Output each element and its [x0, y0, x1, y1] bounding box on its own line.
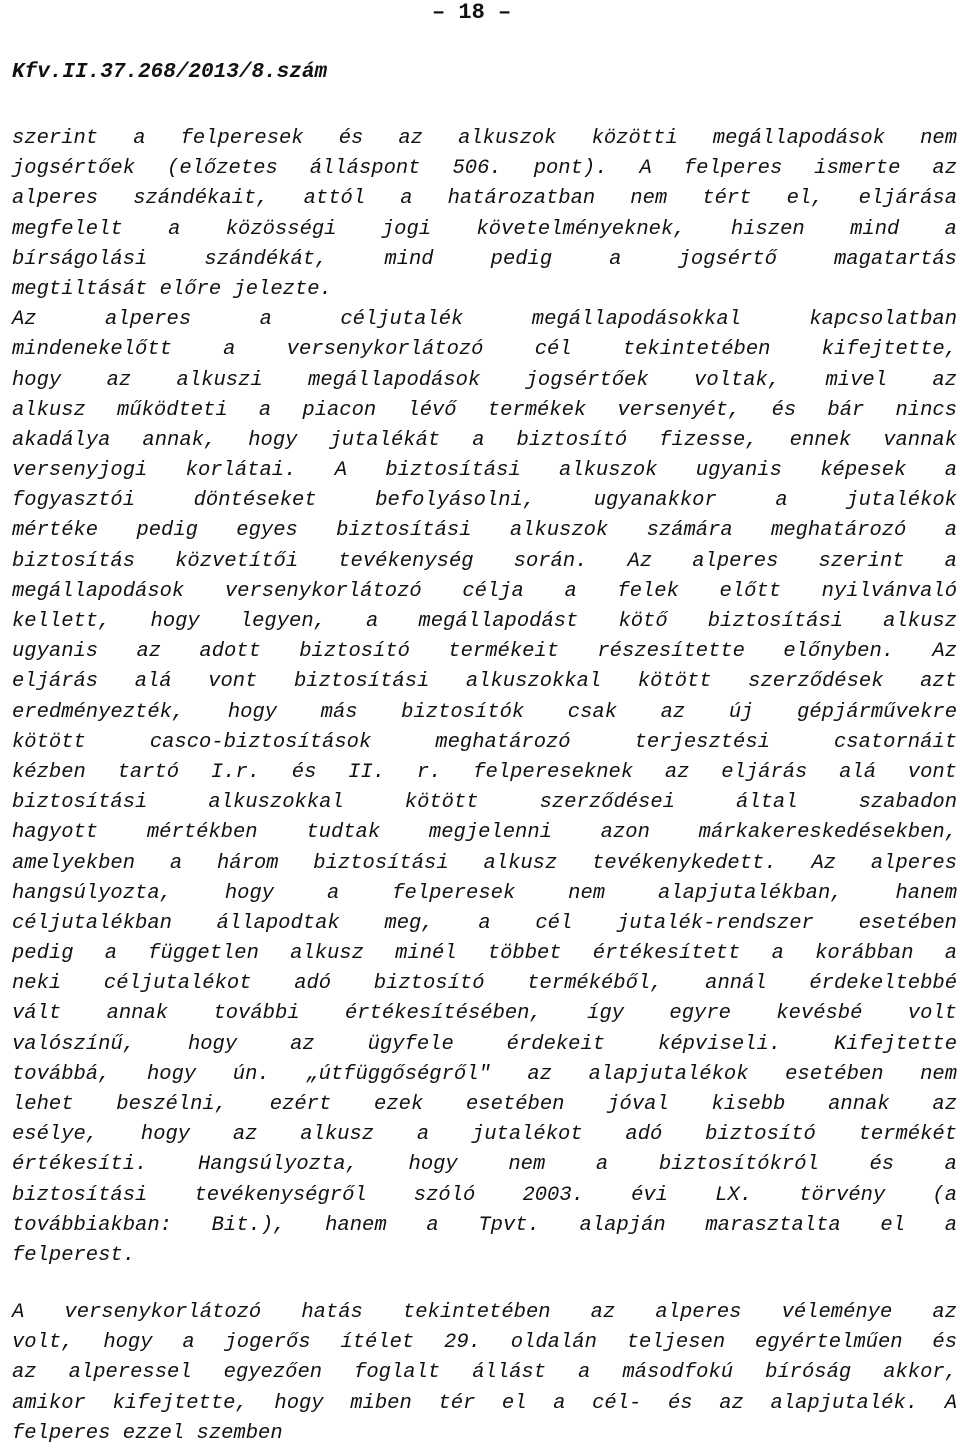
text-line: mértéke pedig egyes biztosítási alkuszok számára meghatározó a	[12, 519, 957, 543]
paragraph-1	[12, 124, 957, 1271]
text-line: pedig a független alkusz minél többet értékesített a korábban a	[12, 942, 957, 966]
case-number: Kfv.II.37.268/2013/8.szám	[12, 61, 328, 84]
text-line: volt, hogy a jogerős ítélet 29. oldalán teljesen egyértelműen és	[12, 1331, 957, 1355]
text-line: kézben tartó I.r. és II. r. felpereseknek az eljárás alá vont	[12, 760, 957, 784]
text-line: A versenykorlátozó hatás tekintetében az alperes véleménye az	[12, 1301, 957, 1324]
page-number: – 18 –	[432, 0, 512, 25]
text-line: versenyjogi korlátai. A biztosítási alkuszok ugyanis képesek a	[12, 459, 957, 483]
text-line: mindenekelőtt a versenykorlátozó cél tekintetében kifejtette,	[12, 338, 957, 362]
text-line: megtiltását előre jelezte.	[12, 277, 332, 301]
text-line: esélye, hogy az alkusz a jutalékot adó biztosító termékét	[12, 1123, 957, 1147]
text-line: hogy az alkuszi megállapodások jogsértőek voltak, mivel az	[12, 368, 957, 392]
text-line: szerint a felperesek és az alkuszok közötti megállapodások nem	[12, 127, 957, 150]
text-line: megfelelt a közösségi jogi követelményeknek, hiszen mind a	[12, 217, 957, 241]
text-line: felperes ezzel szemben	[12, 1421, 283, 1445]
text-line: amikor kifejtette, hogy miben tér el a cél- és az alapjutalék. A	[12, 1391, 957, 1415]
text-line: megállapodások versenykorlátozó célja a felek előtt nyilvánvaló	[12, 579, 957, 603]
text-line: neki céljutalékot adó biztosító termékéből, annál érdekeltebbé	[12, 972, 957, 996]
text-line: jogsértőek (előzetes álláspont 506. pont). A felperes ismerte az	[12, 157, 957, 181]
text-line: vált annak további értékesítésében, így egyre kevésbé volt	[12, 1002, 957, 1026]
text-line: akadálya annak, hogy jutalékát a biztosító fizesse, ennek vannak	[12, 428, 957, 452]
text-line: fogyasztói döntéseket befolyásolni, ugyanakkor a jutalékok	[12, 489, 957, 513]
text-line: hangsúlyozta, hogy a felperesek nem alapjutalékban, hanem	[12, 881, 957, 905]
text-line: hagyott mértékben tudtak megjelenni azon márkakereskedésekben,	[12, 821, 957, 845]
text-line: felperest.	[12, 1243, 136, 1267]
text-line: biztosítási tevékenységről szóló 2003. évi LX. törvény (a	[12, 1183, 957, 1207]
text-line: eredményezték, hogy más biztosítók csak az új gépjárművekre	[12, 700, 957, 724]
text-line: értékesíti. Hangsúlyozta, hogy nem a biztosítókról és a	[12, 1153, 957, 1177]
text-line: biztosítás közvetítői tevékenység során. Az alperes szerint a	[12, 549, 957, 573]
text-line: ugyanis az adott biztosító termékeit részesítette előnyben. Az	[12, 640, 957, 664]
paragraph-2	[12, 1298, 957, 1449]
text-line: továbbá, hogy ún. „útfüggőségről" az alapjutalékok esetében nem	[12, 1062, 957, 1086]
text-line: kötött casco-biztosítások meghatározó terjesztési csatornáit	[12, 730, 957, 754]
text-line: alkusz működteti a piacon lévő termékek versenyét, és bár nincs	[12, 398, 957, 422]
text-line: alperes szándékait, attól a határozatban nem tért el, eljárása	[12, 187, 957, 211]
text-line: kellett, hogy legyen, a megállapodást kötő biztosítási alkusz	[12, 610, 957, 633]
text-line: továbbiakban: Bit.), hanem a Tpvt. alapján marasztalta el a	[12, 1213, 957, 1237]
text-line: céljutalékban állapodtak meg, a cél jutalék-rendszer esetében	[12, 911, 957, 935]
text-line: bírságolási szándékát, mind pedig a jogsértő magatartás	[12, 247, 957, 271]
text-line: Az alperes a céljutalék megállapodásokkal kapcsolatban	[12, 308, 957, 332]
text-line: az alperessel egyezően foglalt állást a másodfokú bíróság akkor,	[12, 1361, 957, 1385]
text-line: lehet beszélni, ezért ezek esetében jóval kisebb annak az	[12, 1093, 957, 1116]
text-line: amelyekben a három biztosítási alkusz tevékenykedett. Az alperes	[12, 851, 957, 875]
text-line: biztosítási alkuszokkal kötött szerződései által szabadon	[12, 791, 957, 815]
text-line: valószínű, hogy az ügyfele érdekeit képviseli. Kifejtette	[12, 1032, 957, 1056]
text-line: eljárás alá vont biztosítási alkuszokkal kötött szerződések azt	[12, 670, 957, 694]
